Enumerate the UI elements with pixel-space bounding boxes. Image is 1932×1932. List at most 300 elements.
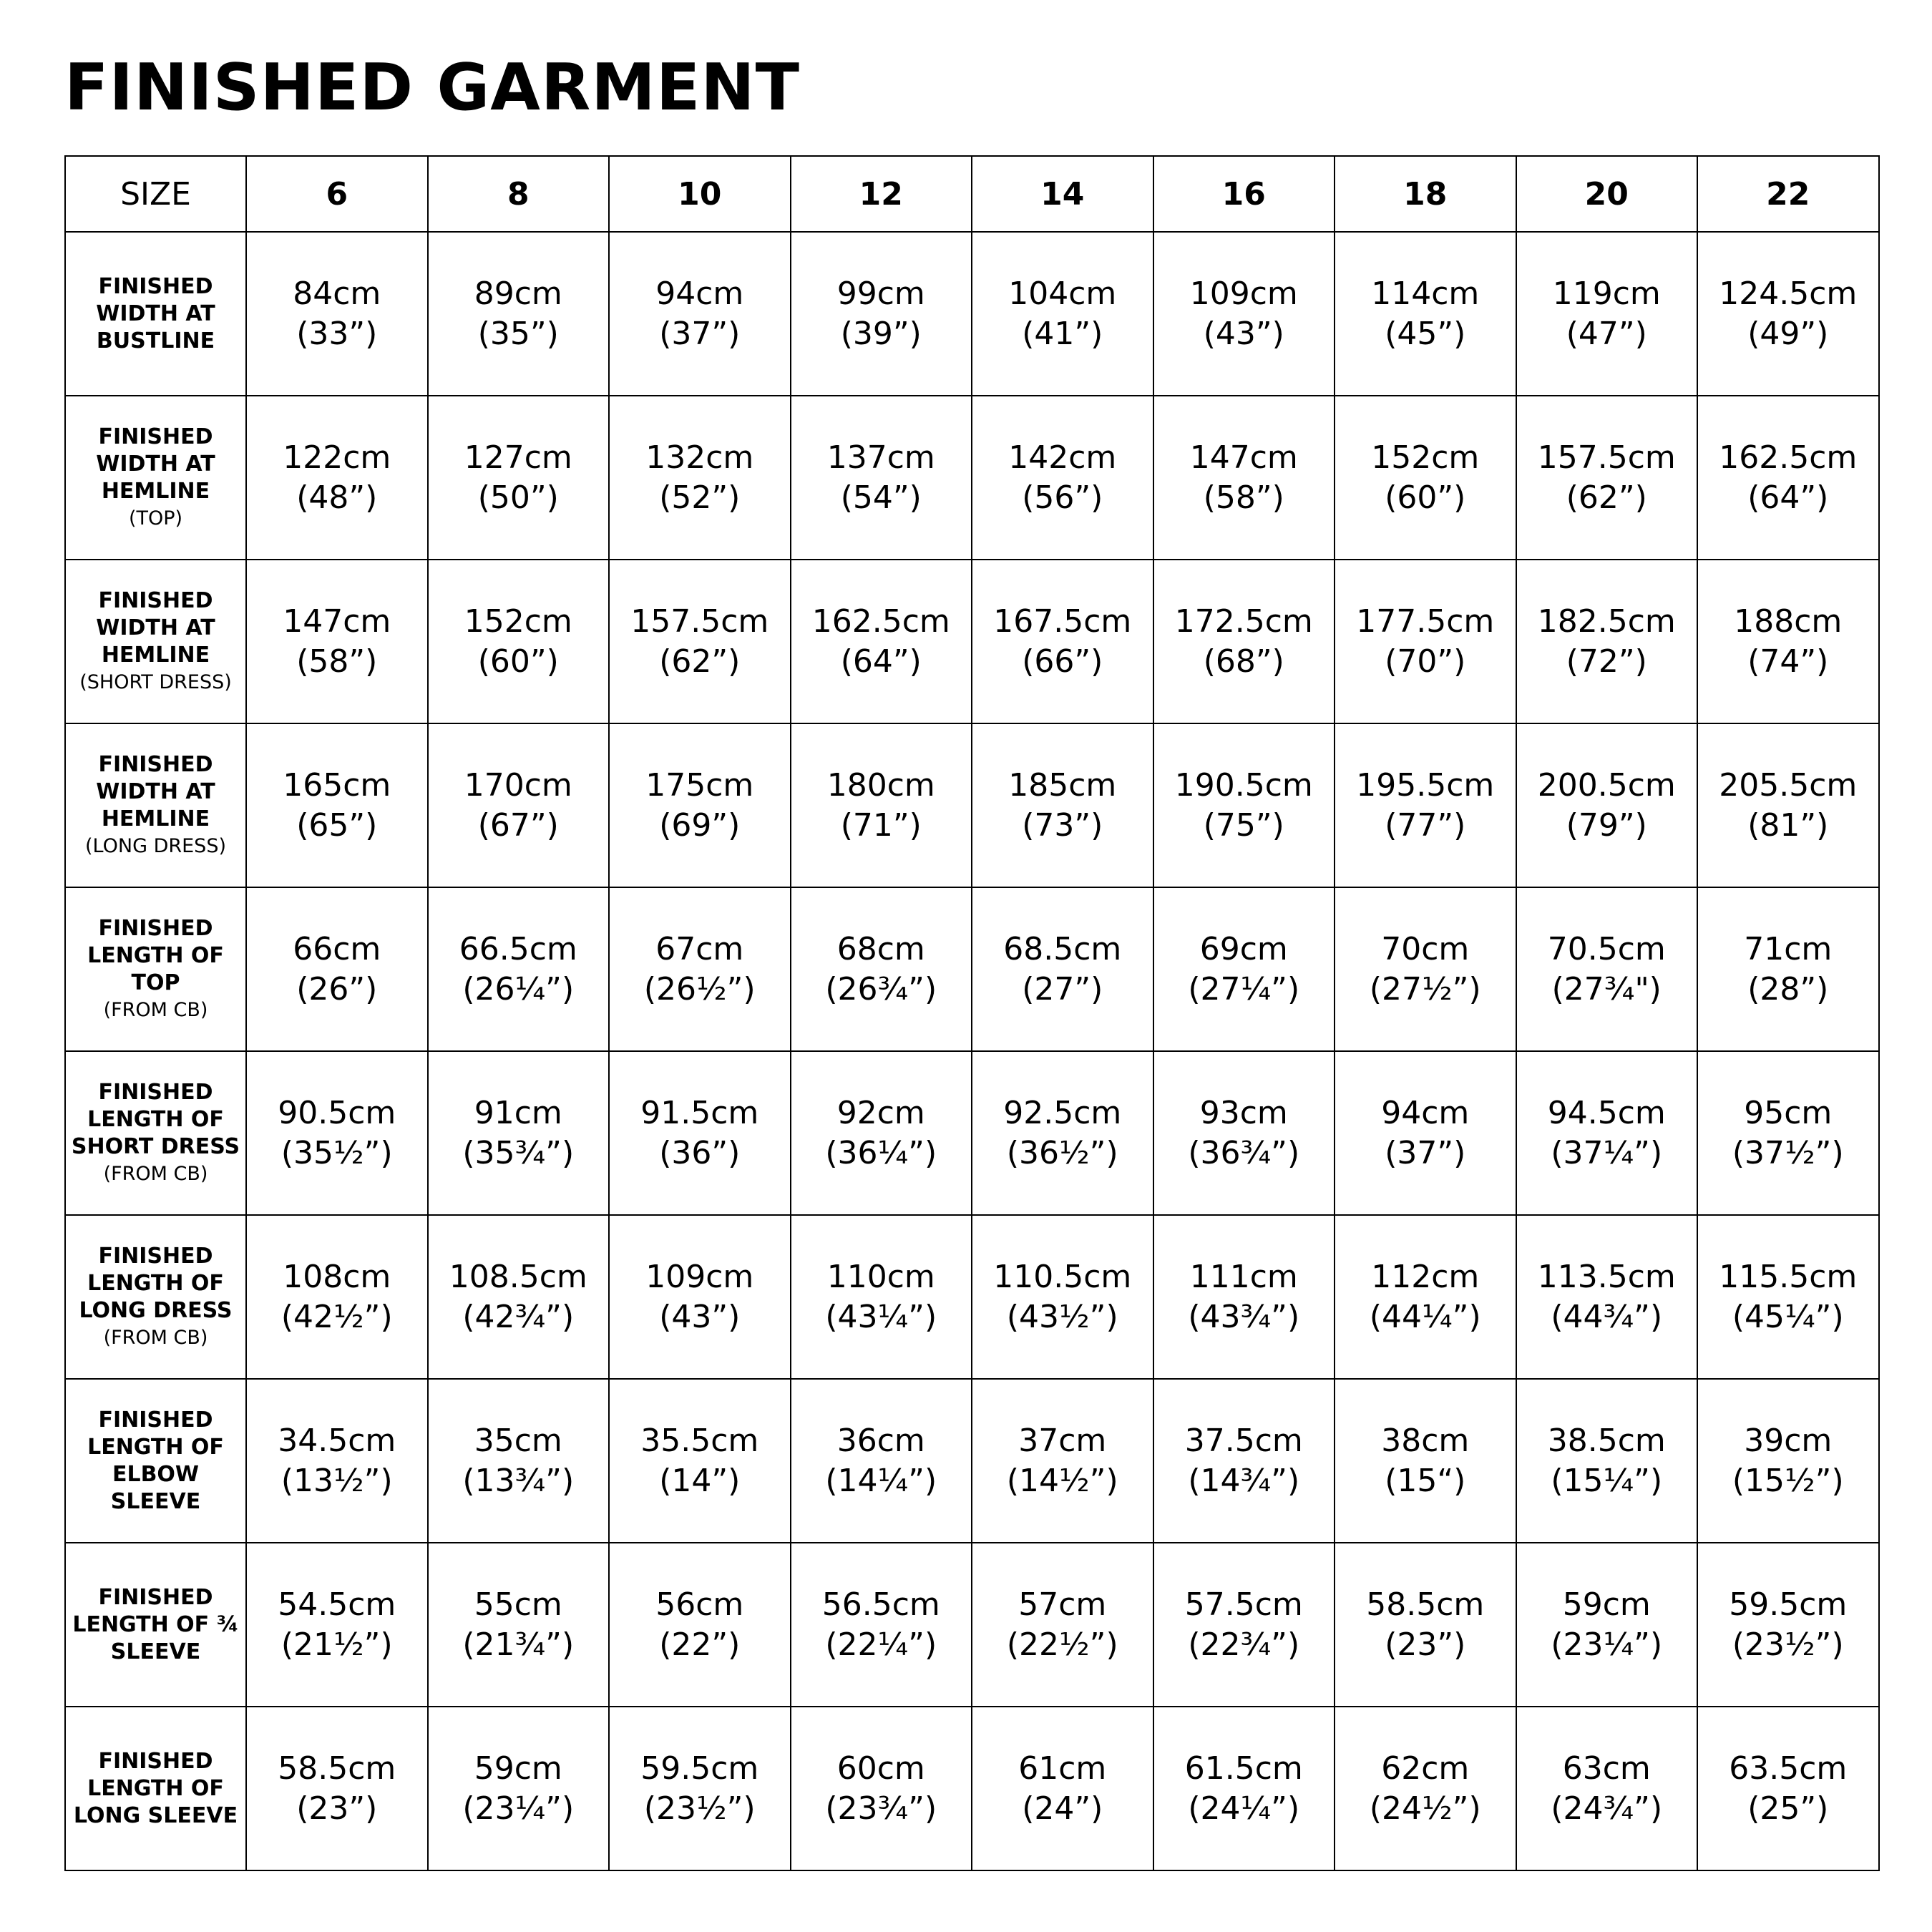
row-label-line: HEMLINE [101, 642, 210, 668]
measurement-inch: (26½”) [643, 970, 756, 1008]
measurement-cm: 62cm [1381, 1750, 1470, 1787]
measurement-cm: 66.5cm [459, 930, 577, 967]
size-header-18: 18 [1335, 156, 1516, 232]
measurement-cm: 124.5cm [1719, 275, 1858, 312]
measurement-cm: 147cm [283, 602, 391, 640]
measurement-cell [1335, 560, 1516, 723]
measurement-cell [1335, 396, 1516, 560]
measurement-inch: (22½”) [1006, 1626, 1118, 1663]
measurement-cell [791, 1379, 972, 1543]
row-label-line: FINISHED [98, 1243, 213, 1269]
measurement-inch: (44¼”) [1369, 1298, 1481, 1335]
measurement-cell [609, 1707, 791, 1870]
measurement-cell [246, 1543, 428, 1707]
measurement-inch: (72”) [1566, 643, 1647, 680]
measurement-inch: (15¼”) [1551, 1462, 1663, 1499]
measurement-inch: (15“) [1385, 1462, 1466, 1499]
measurement-cm: 110.5cm [993, 1258, 1132, 1295]
measurement-cm: 54.5cm [278, 1586, 396, 1623]
measurement-inch: (43¼”) [825, 1298, 937, 1335]
measurement-cm: 152cm [464, 602, 572, 640]
measurement-cm: 94cm [1381, 1094, 1470, 1131]
measurement-inch: (33”) [296, 315, 378, 352]
row-label-line: LENGTH OF [87, 1434, 224, 1460]
measurement-cm: 167.5cm [993, 602, 1132, 640]
measurement-cm: 112cm [1371, 1258, 1480, 1295]
measurement-inch: (24”) [1022, 1790, 1103, 1827]
measurement-cell [972, 1051, 1153, 1215]
measurement-cm: 67cm [655, 930, 744, 967]
row-label-sub: (FROM CB) [103, 998, 208, 1021]
measurement-inch: (21½”) [280, 1626, 393, 1663]
measurement-cm: 84cm [293, 275, 381, 312]
measurement-cell [428, 1051, 610, 1215]
measurement-inch: (71”) [840, 806, 922, 844]
measurement-cm: 94cm [655, 275, 744, 312]
row-label-line: HEMLINE [101, 478, 210, 504]
measurement-cm: 200.5cm [1537, 766, 1676, 804]
row-label-line: FINISHED [98, 1079, 213, 1105]
measurement-inch: (47”) [1566, 315, 1647, 352]
row-label-line: FINISHED [98, 424, 213, 449]
measurement-cell [1697, 1379, 1879, 1543]
measurement-inch: (43”) [1203, 315, 1284, 352]
measurement-inch: (41”) [1022, 315, 1103, 352]
measurement-inch: (64”) [1747, 479, 1829, 516]
measurement-cell [246, 1215, 428, 1379]
measurement-inch: (52”) [659, 479, 741, 516]
row-label-line: LENGTH OF [87, 942, 224, 968]
measurement-cell [246, 723, 428, 887]
measurement-cell [1335, 1051, 1516, 1215]
measurement-inch: (68”) [1203, 643, 1284, 680]
size-header-14: 14 [972, 156, 1153, 232]
row-label [65, 1051, 246, 1215]
measurement-cm: 57cm [1018, 1586, 1107, 1623]
measurement-cell [428, 560, 610, 723]
measurement-cm: 115.5cm [1719, 1258, 1858, 1295]
measurement-cell [1335, 1543, 1516, 1707]
measurement-inch: (28”) [1747, 970, 1829, 1008]
measurement-cell [609, 1543, 791, 1707]
measurement-inch: (13¾”) [462, 1462, 575, 1499]
row-label-line: WIDTH AT [96, 779, 215, 804]
measurement-cm: 119cm [1552, 275, 1661, 312]
row-label-line: WIDTH AT [96, 451, 215, 477]
measurement-cell [972, 1215, 1153, 1379]
row-label-sub: (TOP) [128, 507, 183, 530]
measurement-cm: 108.5cm [449, 1258, 587, 1295]
measurement-inch: (35½”) [280, 1134, 393, 1171]
measurement-cell [1335, 723, 1516, 887]
measurement-inch: (62”) [1566, 479, 1647, 516]
measurement-cm: 110cm [826, 1258, 935, 1295]
measurement-inch: (45”) [1385, 315, 1466, 352]
measurement-cell [1516, 560, 1698, 723]
measurement-cm: 56cm [655, 1586, 744, 1623]
measurement-inch: (23½”) [1732, 1626, 1844, 1663]
table-row [65, 1707, 1879, 1870]
measurement-cm: 162.5cm [811, 602, 950, 640]
row-label-line: TOP [131, 970, 180, 995]
measurement-cm: 68.5cm [1003, 930, 1122, 967]
size-header-16: 16 [1153, 156, 1335, 232]
measurement-inch: (14¾”) [1188, 1462, 1300, 1499]
measurement-cell [1153, 1707, 1335, 1870]
measurement-cm: 59cm [474, 1750, 562, 1787]
measurement-inch: (65”) [296, 806, 378, 844]
measurement-cell [428, 723, 610, 887]
size-header-22: 22 [1697, 156, 1879, 232]
measurement-cell [246, 560, 428, 723]
measurement-cell [1153, 396, 1335, 560]
size-header-10: 10 [609, 156, 791, 232]
measurement-inch: (81”) [1747, 806, 1829, 844]
size-header-20: 20 [1516, 156, 1698, 232]
measurement-inch: (74”) [1747, 643, 1829, 680]
header-row [65, 156, 1879, 232]
measurement-inch: (27”) [1022, 970, 1103, 1008]
measurement-cm: 39cm [1744, 1422, 1833, 1459]
measurement-cm: 132cm [645, 439, 754, 476]
measurement-cell [609, 232, 791, 396]
measurement-cell [972, 887, 1153, 1051]
measurement-cell [609, 396, 791, 560]
row-label [65, 887, 246, 1051]
measurement-cell [791, 887, 972, 1051]
measurement-inch: (50”) [477, 479, 559, 516]
measurement-inch: (56”) [1022, 479, 1103, 516]
measurement-inch: (37”) [1385, 1134, 1466, 1171]
measurement-cell [1697, 396, 1879, 560]
measurement-cell [1335, 232, 1516, 396]
measurement-cm: 61.5cm [1184, 1750, 1303, 1787]
row-label-line: FINISHED [98, 1584, 213, 1610]
measurement-cm: 91.5cm [640, 1094, 759, 1131]
measurement-cell [972, 1543, 1153, 1707]
measurement-inch: (60”) [1385, 479, 1466, 516]
measurement-cm: 69cm [1199, 930, 1288, 967]
measurement-cell [1153, 1051, 1335, 1215]
measurement-cm: 37.5cm [1184, 1422, 1303, 1459]
row-label-line: FINISHED [98, 1748, 213, 1774]
measurement-inch: (24¾”) [1551, 1790, 1663, 1827]
measurement-inch: (26¼”) [462, 970, 575, 1008]
measurement-cell [972, 560, 1153, 723]
row-label [65, 232, 246, 396]
row-label-line: SLEEVE [110, 1639, 201, 1664]
measurement-cm: 114cm [1371, 275, 1480, 312]
measurement-cell [246, 1707, 428, 1870]
measurement-inch: (42½”) [280, 1298, 393, 1335]
row-label-line: SHORT DRESS [71, 1133, 240, 1159]
measurement-cm: 92cm [836, 1094, 925, 1131]
measurement-cell [791, 723, 972, 887]
measurement-inch: (45¼”) [1732, 1298, 1844, 1335]
measurement-cm: 59cm [1562, 1586, 1651, 1623]
measurement-cm: 63.5cm [1729, 1750, 1848, 1787]
measurement-cell [1335, 887, 1516, 1051]
measurement-inch: (70”) [1385, 643, 1466, 680]
measurement-cell [609, 1215, 791, 1379]
measurement-inch: (44¾”) [1551, 1298, 1663, 1335]
finished-garment-table [64, 155, 1880, 1871]
row-label-line: LENGTH OF [87, 1106, 224, 1132]
row-label-line: HEMLINE [101, 806, 210, 831]
measurement-inch: (14”) [659, 1462, 741, 1499]
measurement-inch: (14½”) [1006, 1462, 1118, 1499]
measurement-cm: 157.5cm [1537, 439, 1676, 476]
measurement-cm: 91cm [474, 1094, 562, 1131]
measurement-cm: 35cm [474, 1422, 562, 1459]
measurement-cm: 58.5cm [278, 1750, 396, 1787]
measurement-cm: 70.5cm [1547, 930, 1666, 967]
table-row [65, 1543, 1879, 1707]
table-row [65, 723, 1879, 887]
measurement-cell [609, 1379, 791, 1543]
table-row [65, 560, 1879, 723]
measurement-cm: 61cm [1018, 1750, 1107, 1787]
measurement-cm: 113.5cm [1537, 1258, 1676, 1295]
measurement-inch: (58”) [296, 643, 378, 680]
measurement-cm: 59.5cm [640, 1750, 759, 1787]
measurement-inch: (23¼”) [1551, 1626, 1663, 1663]
measurement-inch: (48”) [296, 479, 378, 516]
measurement-inch: (24¼”) [1188, 1790, 1300, 1827]
measurement-inch: (54”) [840, 479, 922, 516]
measurement-cm: 104cm [1008, 275, 1117, 312]
measurement-inch: (22”) [659, 1626, 741, 1663]
measurement-inch: (25”) [1747, 1790, 1829, 1827]
measurement-inch: (26¾”) [825, 970, 937, 1008]
measurement-cell [609, 1051, 791, 1215]
measurement-inch: (36”) [659, 1134, 741, 1171]
measurement-inch: (23”) [296, 1790, 378, 1827]
measurement-cm: 38cm [1381, 1422, 1470, 1459]
row-label [65, 396, 246, 560]
measurement-inch: (22¾”) [1188, 1626, 1300, 1663]
measurement-cell [1516, 1379, 1698, 1543]
measurement-cell [1697, 1707, 1879, 1870]
measurement-cell [428, 396, 610, 560]
measurement-cm: 66cm [293, 930, 381, 967]
measurement-cell [1516, 887, 1698, 1051]
measurement-inch: (73”) [1022, 806, 1103, 844]
measurement-inch: (43¾”) [1188, 1298, 1300, 1335]
measurement-cell [246, 887, 428, 1051]
measurement-cm: 34.5cm [278, 1422, 396, 1459]
measurement-cell [1153, 1543, 1335, 1707]
measurement-inch: (27½”) [1369, 970, 1481, 1008]
row-label-line: FINISHED [98, 273, 213, 299]
row-label [65, 1379, 246, 1543]
measurement-cm: 182.5cm [1537, 602, 1676, 640]
measurement-cell [428, 1379, 610, 1543]
measurement-cell [1697, 887, 1879, 1051]
measurement-cell [1153, 887, 1335, 1051]
measurement-cm: 38.5cm [1547, 1422, 1666, 1459]
measurement-cell [1697, 723, 1879, 887]
measurement-inch: (60”) [477, 643, 559, 680]
measurement-inch: (77”) [1385, 806, 1466, 844]
row-label [65, 1707, 246, 1870]
measurement-cm: 162.5cm [1719, 439, 1858, 476]
measurement-cell [428, 1707, 610, 1870]
measurement-inch: (43”) [659, 1298, 741, 1335]
row-label-line: ELBOW [112, 1461, 200, 1487]
measurement-cell [1153, 723, 1335, 887]
measurement-cell [428, 232, 610, 396]
measurement-cm: 94.5cm [1547, 1094, 1666, 1131]
measurement-cell [428, 1215, 610, 1379]
measurement-cm: 172.5cm [1174, 602, 1313, 640]
row-label-line: WIDTH AT [96, 615, 215, 640]
measurement-cm: 70cm [1381, 930, 1470, 967]
measurement-cell [1516, 396, 1698, 560]
measurement-cell [791, 396, 972, 560]
measurement-inch: (64”) [840, 643, 922, 680]
table-row [65, 232, 1879, 396]
measurement-cell [1516, 1051, 1698, 1215]
measurement-cell [1697, 232, 1879, 396]
measurement-inch: (27¼”) [1188, 970, 1300, 1008]
measurement-cell [428, 1543, 610, 1707]
measurement-cm: 147cm [1189, 439, 1298, 476]
row-label-line: WIDTH AT [96, 301, 215, 326]
measurement-cm: 35.5cm [640, 1422, 759, 1459]
measurement-cm: 137cm [826, 439, 935, 476]
measurement-inch: (66”) [1022, 643, 1103, 680]
page-title: FINISHED GARMENT [64, 50, 801, 125]
measurement-cell [1516, 1707, 1698, 1870]
measurement-cm: 195.5cm [1356, 766, 1495, 804]
measurement-inch: (27¾") [1551, 970, 1662, 1008]
measurement-cm: 56.5cm [821, 1586, 940, 1623]
size-header-12: 12 [791, 156, 972, 232]
measurement-cm: 92.5cm [1003, 1094, 1122, 1131]
measurement-cell [246, 1379, 428, 1543]
measurement-cell [791, 1215, 972, 1379]
measurement-cm: 60cm [836, 1750, 925, 1787]
row-label [65, 1543, 246, 1707]
measurement-cm: 59.5cm [1729, 1586, 1848, 1623]
measurement-cell [246, 1051, 428, 1215]
measurement-cm: 58.5cm [1366, 1586, 1485, 1623]
measurement-cell [1153, 232, 1335, 396]
row-label [65, 723, 246, 887]
measurement-cm: 175cm [645, 766, 754, 804]
row-label-sub: (LONG DRESS) [85, 834, 226, 857]
row-label-sub: (FROM CB) [103, 1326, 208, 1349]
measurement-cm: 36cm [836, 1422, 925, 1459]
table-row [65, 1051, 1879, 1215]
measurement-cell [791, 1707, 972, 1870]
measurement-inch: (79”) [1566, 806, 1647, 844]
measurement-cm: 109cm [645, 1258, 754, 1295]
table-row [65, 1379, 1879, 1543]
measurement-inch: (36½”) [1006, 1134, 1118, 1171]
measurement-cm: 108cm [283, 1258, 391, 1295]
measurement-inch: (35¾”) [462, 1134, 575, 1171]
measurement-inch: (37”) [659, 315, 741, 352]
measurement-cell [1516, 723, 1698, 887]
measurement-inch: (36¼”) [825, 1134, 937, 1171]
measurement-cm: 95cm [1744, 1094, 1833, 1131]
measurement-cell [972, 1379, 1153, 1543]
measurement-cell [1335, 1215, 1516, 1379]
measurement-cell [972, 1707, 1153, 1870]
row-label-line: FINISHED [98, 751, 213, 777]
measurement-cm: 99cm [836, 275, 925, 312]
measurement-cell [1697, 560, 1879, 723]
measurement-inch: (23½”) [643, 1790, 756, 1827]
measurement-inch: (75”) [1203, 806, 1284, 844]
measurement-inch: (23¾”) [825, 1790, 937, 1827]
measurement-cell [791, 560, 972, 723]
measurement-cm: 90.5cm [278, 1094, 396, 1131]
measurement-cm: 71cm [1744, 930, 1833, 967]
measurement-cell [1153, 560, 1335, 723]
row-label-line: FINISHED [98, 587, 213, 613]
measurement-inch: (23”) [1385, 1626, 1466, 1663]
row-label-sub: (FROM CB) [103, 1162, 208, 1185]
measurement-inch: (67”) [477, 806, 559, 844]
measurement-cell [1697, 1543, 1879, 1707]
measurement-cell [246, 232, 428, 396]
measurement-cell [1516, 1215, 1698, 1379]
row-label-sub: (SHORT DRESS) [79, 670, 232, 693]
measurement-cm: 188cm [1734, 602, 1843, 640]
measurement-cm: 205.5cm [1719, 766, 1858, 804]
measurement-cell [972, 232, 1153, 396]
measurement-cell [609, 887, 791, 1051]
measurement-inch: (39”) [840, 315, 922, 352]
measurement-cell [1335, 1707, 1516, 1870]
measurement-cell [1153, 1215, 1335, 1379]
row-label-line: LONG SLEEVE [73, 1802, 238, 1828]
measurement-cell [609, 560, 791, 723]
measurement-cell [609, 723, 791, 887]
measurement-inch: (49”) [1747, 315, 1829, 352]
row-label-line: LENGTH OF ¾ [72, 1611, 239, 1637]
measurement-cell [972, 396, 1153, 560]
measurement-inch: (15½”) [1732, 1462, 1844, 1499]
measurement-cm: 127cm [464, 439, 572, 476]
measurement-cm: 55cm [474, 1586, 562, 1623]
measurement-cm: 93cm [1199, 1094, 1288, 1131]
measurement-cell [1697, 1051, 1879, 1215]
row-label-line: FINISHED [98, 1407, 213, 1433]
size-header-8: 8 [428, 156, 610, 232]
measurement-cm: 170cm [464, 766, 572, 804]
row-label-line: LONG DRESS [79, 1297, 233, 1323]
row-label-line: FINISHED [98, 915, 213, 941]
measurement-cm: 190.5cm [1174, 766, 1313, 804]
measurement-inch: (62”) [659, 643, 741, 680]
row-label-line: SLEEVE [110, 1488, 201, 1514]
table-row [65, 887, 1879, 1051]
measurement-cell [1516, 232, 1698, 396]
measurement-cm: 68cm [836, 930, 925, 967]
measurement-cm: 165cm [283, 766, 391, 804]
measurement-inch: (26”) [296, 970, 378, 1008]
measurement-inch: (23¼”) [462, 1790, 575, 1827]
measurement-inch: (21¾”) [462, 1626, 575, 1663]
row-label-line: BUSTLINE [96, 328, 215, 353]
measurement-cm: 177.5cm [1356, 602, 1495, 640]
measurement-inch: (42¾”) [462, 1298, 575, 1335]
measurement-inch: (37½”) [1732, 1134, 1844, 1171]
